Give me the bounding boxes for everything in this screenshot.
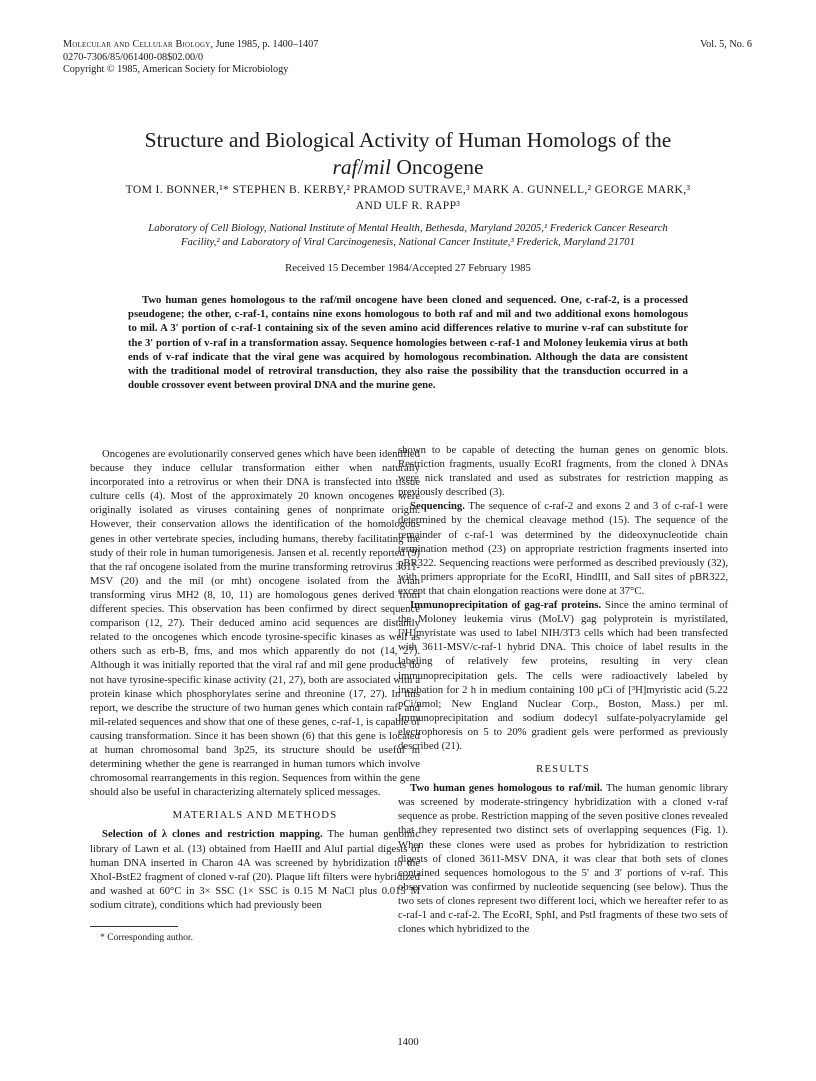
journal-issn: 0270-7306/85/061400-08$02.00/0: [63, 51, 204, 63]
authors-line-2: AND ULF R. RAPP³: [355, 199, 461, 212]
title-line-2: raf/mil Oncogene: [332, 155, 484, 179]
affiliations: [70, 221, 746, 249]
introduction-paragraph: Oncogenes are evolutionarily conserved genes which have been identified because they induce cellular transformation either when naturally incorporated into a retrovirus or when their DNA is transfected into tissue culture cells (4). Most of the approximately 20 known oncogenes were originally isolated as viruses containing genes of nonprimate origin. However, their conservation allows the identification of the homologous genes in other vertebrate species, including humans, thereby facilitating the study of their role in human tumorigenesis. Jansen et al. recently reported (9) that the raf oncogene isolated from the murine transforming retrovirus 3611-MSV (20) and the mil (or mht) oncogene isolated from the avian transforming virus MH2 (8, 10, 11) are homologous genes derived from different species. This observation has been confirmed by direct sequence comparison (12, 27). Their deduced amino acid sequences are distantly related to the oncogenes which encode tyrosine-specific kinases as well as others such as erb-B, fms, and mos which apparently do not (14, 27). Although it was initially reported that the viral raf and mil gene products do not have tyrosine-specific kinase activity (21, 27), both are associated with a protein kinase which phosphorylates serine and threonine (17, 27). In this report, we describe the structure of two human genes which contain raf- and mil-related sequences and show that one of these genes, c-raf-1, is capable of causing transformation. Since it has been shown (6) that this gene is located at human chromosomal band 3p25, its structure should be useful in determining whether the gene is rearranged in human tumors which involve chromosomal rearrangements in this region. Sequences from within the gene should also be useful in characterizing alternately spliced messages.: [90, 448, 420, 799]
footnote-rule: [90, 926, 178, 927]
authors-line-1: TOM I. BONNER,¹* STEPHEN B. KERBY,² PRAMOD SUTRAVE,³ MARK A. GUNNELL,² GEORGE MARK,³: [125, 183, 691, 196]
journal-header: [63, 39, 318, 77]
left-column: [90, 447, 420, 945]
continued-paragraph: shown to be capable of detecting the human genes on genomic blots. Restriction fragments, usually EcoRI fragments, from the cloned λ DNAs were nick translated and used as substrates for restriction mapping as previously described (3).: [398, 444, 728, 499]
sequencing-subheading: Sequencing.: [410, 500, 465, 513]
title-line-1: Structure and Biological Activity of Human Homologs of the: [144, 128, 672, 152]
selection-paragraph: Selection of λ clones and restriction mapping. The human genomic library of Lawn et al. (13) obtained from HaeIII and AluI partial digests of human DNA inserted in Charon 4A was screened by hybridization to the XhoI-BstE2 fragment of cloned v-raf (20). Plaque lift filters were hybridized and washed at 60°C in 3× SSC (1× SSC is 0.15 M NaCl plus 0.015 M sodium citrate), conditions which had previously been: [90, 828, 420, 911]
corresponding-author-footnote: * Corresponding author.: [100, 932, 193, 943]
affiliation-line-1: Laboratory of Cell Biology, National Institute of Mental Health, Bethesda, Maryland 20205,¹ Frederick Cancer Research: [148, 222, 668, 234]
volume-number: Vol. 5, No. 6: [700, 39, 752, 50]
results-heading: RESULTS: [536, 763, 590, 776]
page-number: 1400: [397, 1036, 419, 1048]
methods-heading: MATERIALS AND METHODS: [172, 809, 338, 822]
copyright-line: Copyright © 1985, American Society for Microbiology: [63, 64, 289, 75]
received-accepted-dates: Received 15 December 1984/Accepted 27 February 1985: [285, 262, 531, 274]
journal-name: Molecular and Cellular Biology: [63, 39, 211, 50]
immunoprecipitation-paragraph: Immunoprecipitation of gag-raf proteins. Since the amino terminal of the Moloney leukemia virus (MoLV) gag polyprotein is myristilated, [³H]myristate was used to label NIH/3T3 cells which had been transfected with 3611-MSV/c-raf-1 hybrid DNA. This choice of label results in the labeling of relatively few proteins, resulting in very clean immunoprecipitation gels. The cells were radioactively labeled by incubation for 2 h in medium containing 100 μCi of [³H]myristic acid (5.22 pCi/nmol; New England Nuclear Corp., Boston, Mass.) per ml. Immunoprecipitation and sodium dodecyl sulfate-polyacrylamide gel electrophoresis on 5 to 20% gradient gels were performed as previously described (21).: [398, 599, 729, 752]
right-column: [398, 443, 728, 936]
author-list: [60, 182, 756, 214]
sequencing-paragraph: Sequencing. The sequence of c-raf-2 and exons 2 and 3 of c-raf-1 were determined by the chemical cleavage method (15). The sequence of the remainder of c-raf-1 was determined by the dideoxynucleotide chain termination method (23) on appropriate restriction fragments inserted into pBR322. Sequencing reactions were performed as described previously (32), with primers appropriate for the EcoRI, HindIII, and SalI sites of pBR322, except that chain elongation reactions were done at 37°C.: [398, 500, 728, 597]
article-title: [60, 127, 756, 181]
two-genes-paragraph: Two human genes homologous to raf/mil. The human genomic library was screened by moderate-stringency hybridization with a cloned v-raf sequence as probe. Restriction mapping of the seven positive clones revealed that they represented two distinct sets of overlapping sequences (Fig. 1). When these clones were used as probes for hybridization to restriction digests of cloned 3611-MSV DNA, it was clear that both sets of clones contained sequences homologous to the 5′ and 3′ portions of v-raf. This observation was confirmed by nucleotide sequencing (see below). Thus the two sets of clones represent two different loci, which we hereafter refer to as c-raf-1 and c-raf-2. The EcoRI, SphI, and PstI fragments of these two sets of clones which hybridized to the: [398, 782, 728, 936]
two-genes-subheading: Two human genes homologous to raf/mil.: [410, 782, 603, 795]
journal-date-pages: , June 1985, p. 1400–1407: [210, 39, 319, 50]
affiliation-line-2: Facility,² and Laboratory of Viral Carcinogenesis, National Cancer Institute,³ Frederick, Maryland 21701: [181, 236, 635, 248]
immunoprecipitation-subheading: Immunoprecipitation of gag-raf proteins.: [410, 599, 602, 612]
selection-subheading: Selection of λ clones and restriction mapping.: [102, 828, 323, 841]
abstract: Two human genes homologous to the raf/mil oncogene have been cloned and sequenced. One, c-raf-2, is a processed pseudogene; the other, c-raf-1, contains nine exons homologous to both raf and mil and two additional exons homologous to mil. A 3′ portion of c-raf-1 containing six of the seven amino acid differences relative to murine v-raf can substitute for the 3′ portion of v-raf in a transformation assay. Sequence homologies between c-raf-1 and Moloney leukemia virus at both ends of v-raf indicate that the viral gene was acquired by homologous recombination. Although the data are consistent with the traditional model of retroviral transduction, they also raise the possibility that the transduction occurred in a double crossover event between proviral DNA and the murine gene.: [128, 294, 688, 392]
